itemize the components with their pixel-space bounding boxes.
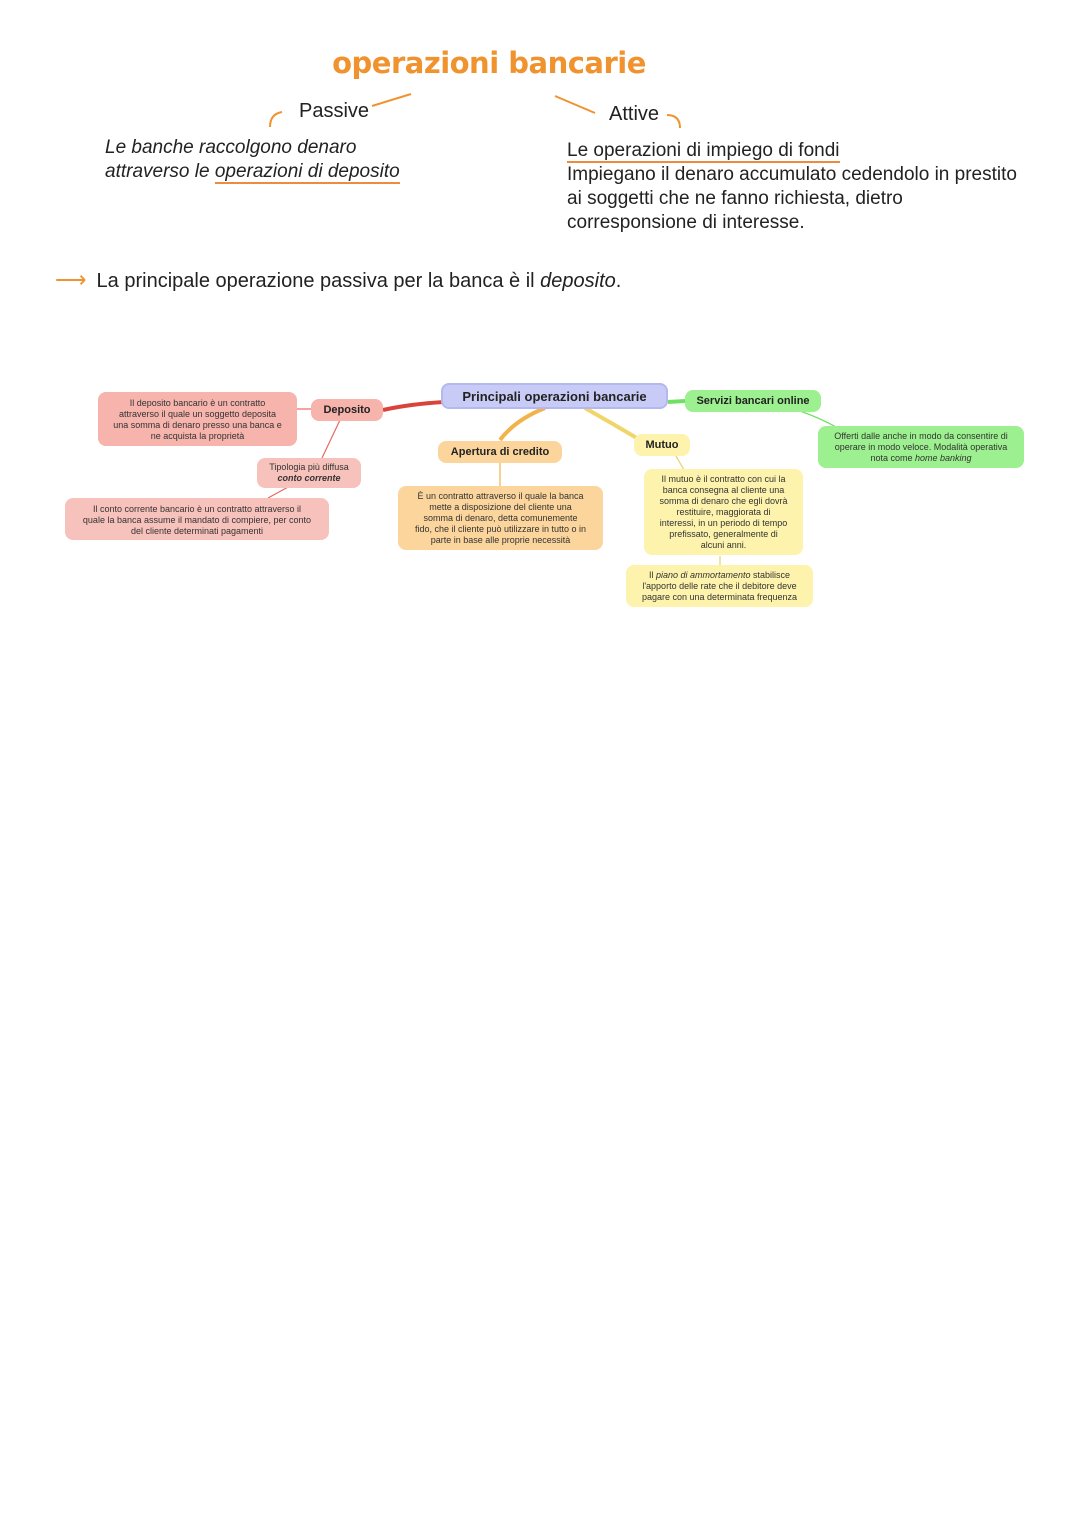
passive-description bbox=[105, 136, 400, 184]
passive-line-2-prefix: attraverso le bbox=[105, 161, 215, 182]
mutuo-definition bbox=[644, 469, 803, 555]
attive-heading-text: Le operazioni di impiego di fondi bbox=[567, 140, 840, 161]
conto-line: quale la banca assume il mandato di compiere, per conto bbox=[82, 515, 312, 525]
statement-emph: deposito bbox=[540, 270, 616, 292]
mindmap-center-node: Principali operazioni bancarie bbox=[441, 383, 668, 409]
attive-branch-stroke bbox=[555, 96, 595, 113]
statement-suffix: . bbox=[615, 270, 622, 292]
piano-ammortamento-node bbox=[626, 565, 813, 607]
conto-line: del cliente determinati pagamenti bbox=[130, 526, 264, 536]
attive-line-2: ai soggetti che ne fanno richiesta, dietro bbox=[567, 188, 903, 209]
attive-heading bbox=[567, 139, 1017, 163]
passive-deposit-link: operazioni di deposito bbox=[214, 161, 400, 182]
deposito-def-line: una somma di denaro presso una banca e bbox=[113, 420, 282, 430]
servizi-line-2: operare in modo veloce. Modalità operativa bbox=[834, 442, 1008, 452]
mutuo-node: Mutuo bbox=[634, 434, 690, 456]
mutuo-line: restituire, maggiorata di bbox=[676, 507, 771, 517]
deposito-def-line: attraverso il quale un soggetto deposita bbox=[118, 409, 277, 419]
servizi-line-3 bbox=[826, 453, 1016, 464]
link-center-servizi bbox=[668, 401, 685, 402]
passive-hook-stroke bbox=[270, 112, 282, 127]
apertura-line: mette a disposizione del cliente una bbox=[429, 502, 572, 512]
mutuo-line: Il mutuo è il contratto con cui la bbox=[661, 474, 786, 484]
servizi-online-definition bbox=[818, 426, 1024, 468]
apertura-line: fido, che il cliente può utilizzare in tutto o in bbox=[414, 524, 587, 534]
apertura-line: parte in base alle proprie necessità bbox=[430, 535, 571, 545]
piano-line-2: l'apporto delle rate che il debitore deve bbox=[642, 581, 797, 591]
mutuo-line: somma di denaro che egli dovrà bbox=[659, 496, 788, 506]
link-mutuo-def bbox=[676, 456, 684, 470]
tipologia-value: conto corrente bbox=[277, 473, 341, 483]
apertura-credito-node: Apertura di credito bbox=[438, 441, 562, 463]
piano-line-1 bbox=[634, 570, 805, 581]
mutuo-line: banca consegna al cliente una bbox=[662, 485, 785, 495]
passive-label: Passive bbox=[299, 100, 370, 122]
passive-line-2 bbox=[105, 160, 400, 184]
tipologia-node bbox=[257, 458, 361, 488]
mutuo-line: alcuni anni. bbox=[700, 540, 747, 550]
link-center-deposito bbox=[383, 402, 444, 410]
apertura-line: somma di denaro, detta comunemente bbox=[423, 513, 578, 523]
piano-prefix: Il bbox=[648, 570, 656, 580]
attive-line-3: corresponsione di interesse. bbox=[567, 212, 805, 233]
link-center-apertura bbox=[500, 408, 545, 440]
passive-branch-stroke bbox=[372, 94, 411, 106]
servizi-home-banking: home banking bbox=[914, 453, 972, 463]
link-center-mutuo bbox=[585, 408, 640, 440]
deposito-definition bbox=[98, 392, 297, 446]
piano-line-3: pagare con una determinata frequenza bbox=[641, 592, 798, 602]
arrow-right-icon: ⟶ bbox=[55, 267, 87, 292]
conto-corrente-definition bbox=[65, 498, 329, 540]
piano-emph: piano di ammortamento bbox=[655, 570, 751, 580]
servizi-online-node: Servizi bancari online bbox=[685, 390, 821, 412]
deposito-def-line: ne acquista la proprietà bbox=[150, 431, 245, 441]
mutuo-line: prefissato, generalmente di bbox=[669, 529, 778, 539]
piano-rest: stabilisce bbox=[750, 570, 791, 580]
servizi-line-3-prefix: nota come bbox=[870, 453, 915, 463]
deposito-def-line: Il deposito bancario è un contratto bbox=[129, 398, 266, 408]
attive-line-1: Impiegano il denaro accumulato cedendolo in prestito bbox=[567, 164, 1017, 185]
statement-prefix: La principale operazione passiva per la banca è il bbox=[96, 270, 541, 292]
attive-hook-stroke bbox=[667, 115, 680, 128]
link-deposito-tipologia bbox=[322, 420, 340, 458]
attive-description bbox=[567, 139, 1017, 235]
apertura-credito-definition bbox=[398, 486, 603, 550]
attive-label: Attive bbox=[609, 103, 660, 125]
statement bbox=[55, 267, 621, 293]
passive-line-1: Le banche raccolgono denaro bbox=[105, 137, 357, 158]
deposito-node: Deposito bbox=[311, 399, 383, 421]
apertura-line: È un contratto attraverso il quale la banca bbox=[417, 491, 584, 501]
mutuo-line: interessi, in un periodo di tempo bbox=[659, 518, 788, 528]
tipologia-label: Tipologia più diffusa bbox=[269, 462, 349, 472]
conto-line: Il conto corrente bancario è un contratto attraverso il bbox=[92, 504, 302, 514]
servizi-line-1: Offerti dalle anche in modo da consentire di bbox=[834, 431, 1008, 441]
page-title: operazioni bancarie bbox=[332, 46, 646, 80]
